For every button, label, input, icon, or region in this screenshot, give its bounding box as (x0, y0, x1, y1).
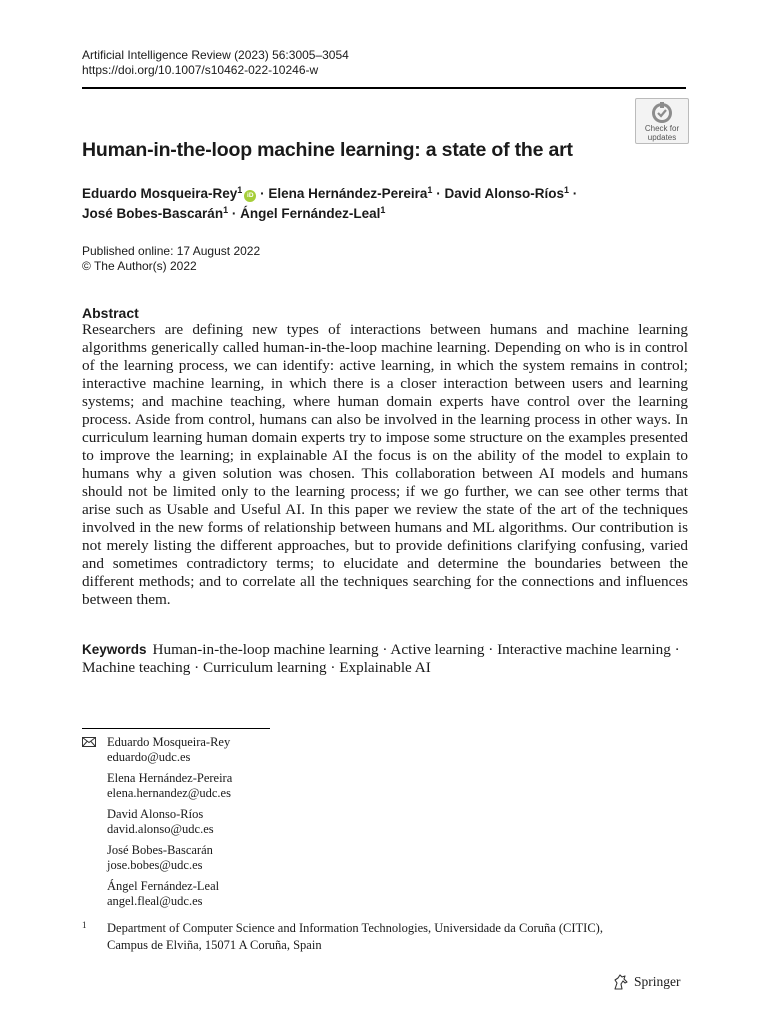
author-separator: · (572, 186, 578, 201)
contact-entry (82, 879, 232, 908)
keywords-section (82, 641, 688, 677)
affiliation-footnote (82, 920, 688, 954)
paper-title: Human-in-the-loop machine learning: a state of the art (82, 139, 573, 161)
contact-name: Elena Hernández-Pereira (107, 771, 233, 785)
journal-header (82, 48, 349, 78)
author-affiliation-mark: 1 (380, 205, 386, 215)
author-list (82, 184, 682, 224)
contact-name: David Alonso-Ríos (107, 807, 204, 821)
author-separator: · (231, 206, 237, 221)
abstract-text: Researchers are defining new types of interactions between humans and machine learning algorithms generically called human-in-the-loop machine learning. Depending on who is in control of the learning process, we can identify: active learning, in which the system remains in control; interactive machine learning, in which there is a closer interaction between users and learning systems; and machine teaching, where human domain experts have control over the learning process. Aside from control, humans can also be involved in the learning process in other ways. In curriculum learning human domain experts try to impose some structure on the examples presented to improve the learning; in explainable AI the focus is on the ability of the model to explain to humans why a given solution was chosen. This collaboration between AI models and humans should not be limited only to the learning process; if we go further, we can see other terms that arise such as Usable and Useful AI. In this paper we review the state of the art of the techniques involved in the new forms of relationship between humans and ML algorithms. Our contribution is not merely listing the different approaches, but to provide definitions clarifying confusing, varied and sometimes contradictory terms; to elucidate and determine the boundaries between the different methods; and to correlate all the techniques searching for the connections and influences between them. (82, 321, 688, 608)
contact-email[interactable]: jose.bobes@udc.es (107, 857, 203, 872)
envelope-icon (82, 737, 96, 747)
author-name: Elena Hernández-Pereira (268, 186, 428, 201)
contact-email[interactable]: eduardo@udc.es (107, 749, 191, 764)
publisher-name: Springer (634, 974, 681, 989)
badge-text-line2: updates (647, 133, 677, 142)
check-for-updates-badge[interactable] (635, 98, 689, 144)
keywords-label: Keywords (82, 642, 147, 657)
journal-citation: Artificial Intelligence Review (2023) 56:3005–3054 (82, 48, 349, 62)
author-name: David Alonso-Ríos (444, 186, 564, 201)
contact-entry (82, 843, 232, 872)
orcid-icon[interactable]: iD (244, 190, 256, 202)
footnote-rule (82, 728, 270, 729)
author-affiliation-mark: 1 (427, 185, 433, 195)
badge-text-line1: Check for (644, 124, 680, 133)
author-name: Eduardo Mosqueira-Rey (82, 186, 238, 201)
author-separator: · (260, 186, 265, 201)
abstract-heading: Abstract (82, 305, 139, 321)
contact-name: José Bobes-Bascarán (107, 843, 213, 857)
copyright-line: © The Author(s) 2022 (82, 259, 197, 273)
keywords-text: Human-in-the-loop machine learning · Active learning · Interactive machine learning · Machine teaching · Curriculum learning · Explainable AI (82, 641, 680, 676)
author-name: José Bobes-Bascarán (82, 206, 224, 221)
contact-list (82, 735, 232, 915)
contact-name: Eduardo Mosqueira-Rey (107, 735, 231, 749)
springer-horse-icon (612, 974, 630, 990)
contact-entry (82, 807, 232, 836)
contact-email[interactable]: elena.hernandez@udc.es (107, 785, 231, 800)
affiliation-number: 1 (82, 920, 87, 930)
contact-name: Ángel Fernández-Leal (107, 879, 220, 893)
author-name: Ángel Fernández-Leal (240, 206, 381, 221)
doi-link[interactable]: https://doi.org/10.1007/s10462-022-10246-w (82, 63, 319, 77)
author-affiliation-mark: 1 (223, 205, 229, 215)
contact-email[interactable]: david.alonso@udc.es (107, 821, 214, 836)
author-affiliation-mark: 1 (237, 185, 243, 195)
contact-email[interactable]: angel.fleal@udc.es (107, 893, 203, 908)
author-affiliation-mark: 1 (563, 185, 569, 195)
affiliation-line2: Campus de Elviña, 15071 A Coruña, Spain (107, 938, 322, 952)
publisher-logo (612, 974, 681, 990)
affiliation-line1: Department of Computer Science and Information Technologies, Universidade da Coruña (CITIC), (107, 921, 603, 935)
contact-entry (82, 771, 232, 800)
crossmark-icon (651, 102, 673, 124)
header-rule (82, 87, 686, 89)
publication-info (82, 244, 260, 274)
author-separator: · (436, 186, 441, 201)
contact-entry (82, 735, 232, 764)
published-date: Published online: 17 August 2022 (82, 244, 261, 258)
